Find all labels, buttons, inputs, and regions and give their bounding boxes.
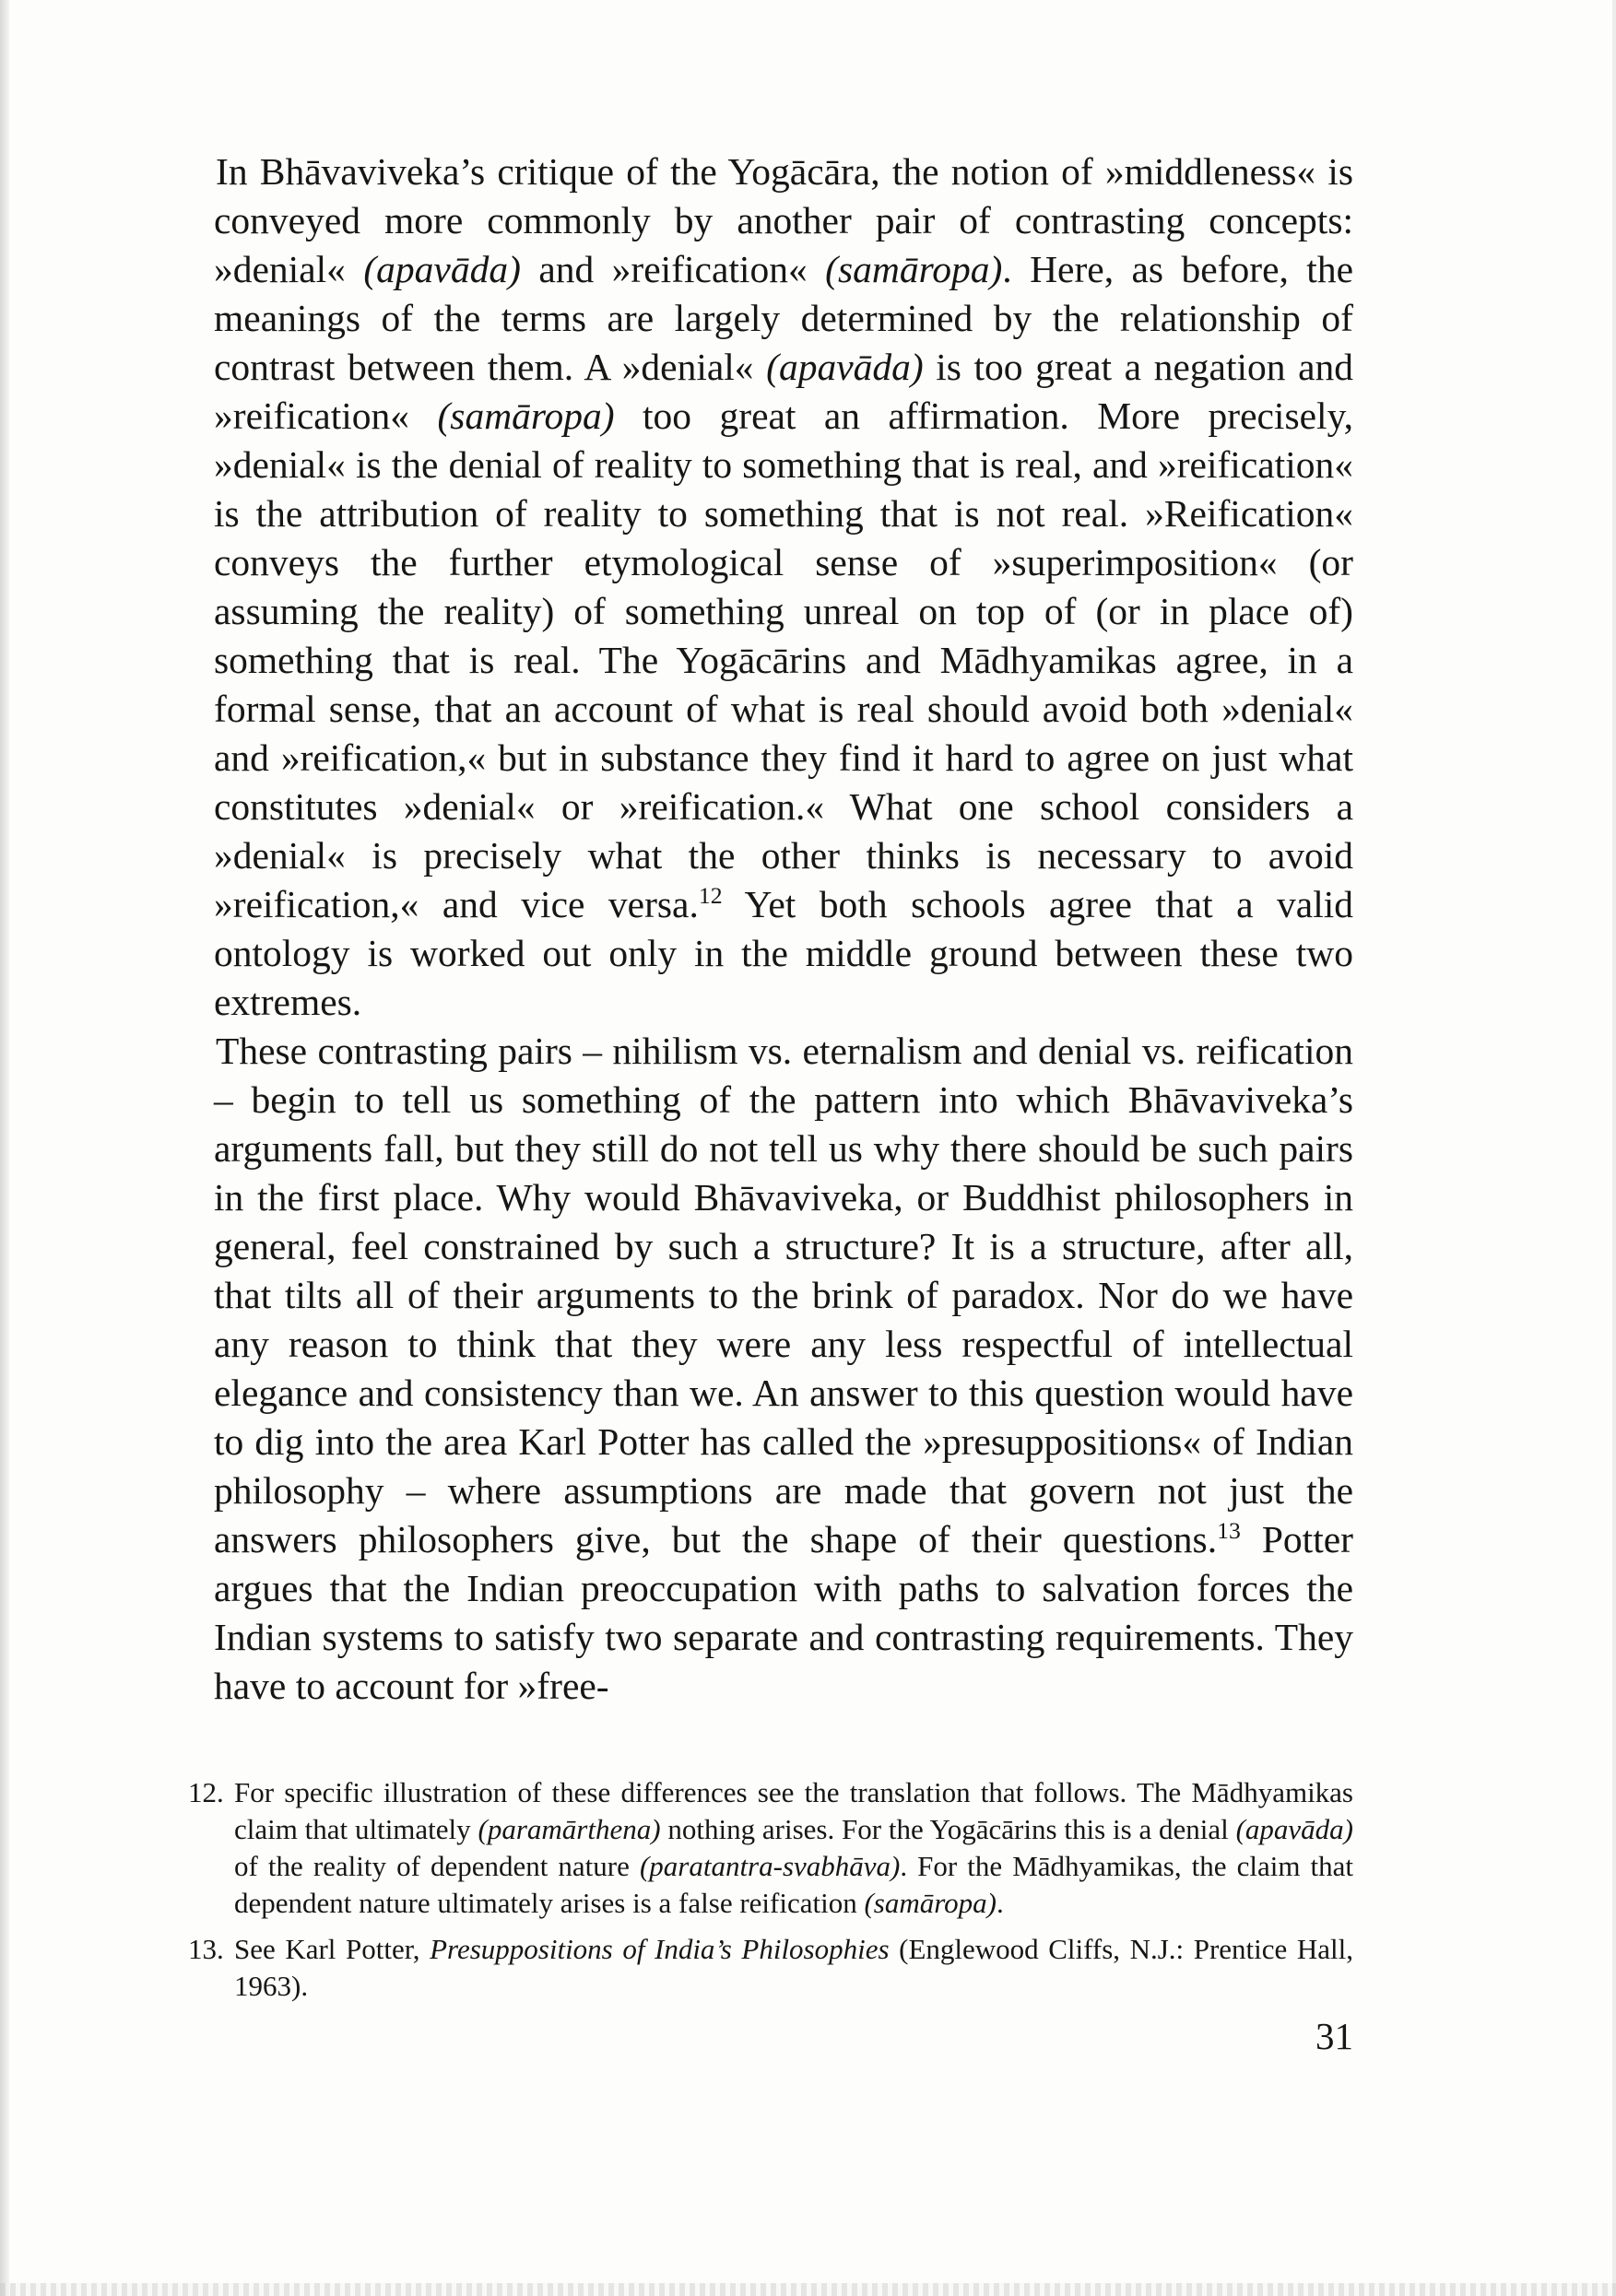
footnote-number: 12. xyxy=(188,1776,224,1808)
paragraph-1: In Bhāvaviveka’s critique of the Yogācāra, the notion of »middleness« is conveyed more commonly by another pair of contrasting concepts: »denial« (apavāda) and »reification« (samāropa). Here, as before, the meanings of the terms are largely determined by the relationship of contrast between them. A »denial« (apavāda) is too great a negation and »reification« (samāropa) too great an affirmation. More precisely, »denial« is the denial of reality to something that is real, and »reification« is the attribution of reality to something that is not real. »Reification« conveys the further etymological sense of »superimposition« (or assuming the reality) of something unreal on top of (or in place of) something that is real. The Yogācārins and Mādhyamikas agree, in a formal sense, that an account of what is real should avoid both »denial« and »reification,« but in substance they find it hard to agree on just what constitutes »denial« or »reification.« What one school considers a »denial« is precisely what the other thinks is necessary to avoid »reification,« and vice versa.$^{12}$ Yet both schools agree that a valid ontology is worked out only in the middle ground between these two extremes. xyxy=(214,150,1353,1023)
footnote-ref-13: 13 xyxy=(1217,1517,1241,1545)
page-number: 31 xyxy=(1315,2015,1353,2057)
scan-edge-left xyxy=(0,0,9,2296)
footnote-13: 13. See Karl Potter, Presuppositions of India’s Philosophies (Englewood Cliffs, N.J.: Prentice Hall, 1963). xyxy=(188,1933,1353,2002)
footnote-number: 13. xyxy=(188,1933,224,1965)
paragraph-2: These contrasting pairs – nihilism vs. eternalism and denial vs. reification – begin to tell us something of the pattern into which Bhāvaviveka’s arguments fall, but they still do not tell us why there should be such pairs in the first place. Why would Bhāvaviveka, or Buddhist philosophers in general, feel constrained by such a structure? It is a structure, after all, that tilts all of their arguments to the brink of paradox. Nor do we have any reason to think that they were any less respectful of intellectual elegance and consistency than we. An answer to this question would have to dig into the area Karl Potter has called the »presuppositions« of Indian philosophy – where assumptions are made that govern not just the answers philosophers give, but the shape of their questions.$^{13}$ Potter argues that the Indian preoccupation with paths to salvation forces the Indian systems to satisfy two separate and contrasting requirements. They have to account for »free- xyxy=(214,1030,1353,1707)
footnote-12: 12. For specific illustration of these differences see the translation that follows. The Mādhyamikas claim that ultimately (paramārthena) nothing arises. For the Yogācārins this is a denial (apavāda) of the reality of dependent nature (paratantra-svabhāva). For the Mādhyamikas, the claim that dependent nature ultimately arises is a false reification (samāropa). xyxy=(188,1776,1354,1919)
body-text xyxy=(214,147,1353,1711)
footnotes xyxy=(188,1774,1353,2014)
scan-edge-right xyxy=(1612,0,1616,2296)
footnote-ref-12: 12 xyxy=(698,882,723,910)
scan-bottom-edge xyxy=(0,2283,1616,2296)
